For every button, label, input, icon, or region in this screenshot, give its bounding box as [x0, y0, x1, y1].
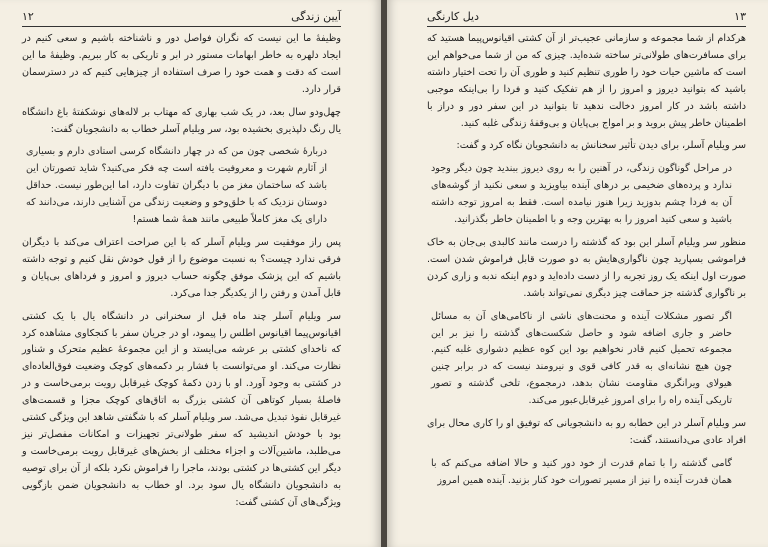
left-paragraph-3: پس راز موفقیت سر ویلیام آسلر که با این صراحت اعتراف می‌کند با دیگران فرقی ندارد چیست؟ به نسبت موضوع را از قول خودش نقل کنیم و توجه داشته باشیم که این پزشک موفق چگونه حساب دیروز و امروز و فرداهای بی‌پایان و قابل آمدن و رفتن را از یکدیگر جدا می‌کرد.	[22, 236, 341, 299]
right-quote-3: گامی گذشته را با تمام قدرت از خود دور کنید و حالا اضافه می‌کنم که با همان قدرت آینده را نیز از مسیر تصورات خود کنار بزنید. آینده همین امروز	[431, 457, 732, 486]
right-quote-1: در مراحل گوناگون زندگی، در آهنین را به روی دیروز ببندید چون دیگر وجود ندارد و پرده‌های ضخیمی بر درهای آینده بیاویزید و سعی نکنید از گوشه‌های آن به فردا چشم بدوزید زیرا هنوز نیامده است. فقط به امروز توجه داشته باشید و سعی کنید امروز را به بهترین وجه و با اطمینان خاطر بگذرانید.	[431, 163, 732, 226]
left-page-number: ۱۲	[22, 9, 34, 23]
left-quote-1: دربارهٔ شخصی چون من که در چهار دانشگاه کرسی استادی دارم و بسیاری از آثارم شهرت و معروفیت یافته است چه فکر می‌کنید؟ شاید تصورتان این باشد که ساختمان مغز من با دیگران تفاوت دارد، اما این‌طور نیست. حداقل دوستان نزدیک که با خلق‌وخو و وضعیت زندگی من آشنایی دارند، می‌دانند که دارای یک مغز کاملاً طبیعی مانند همهٔ شما هستم!	[26, 146, 327, 226]
right-page-header	[427, 6, 746, 27]
right-running-title: دیل کارنگی	[427, 9, 479, 23]
right-page	[387, 0, 768, 547]
left-page-body	[22, 31, 341, 511]
left-paragraph-2: چهل‌ودو سال بعد، در یک شب بهاری که مهتاب بر لاله‌های نوشکفتهٔ باغ دانشگاه یال رنگ دلپذیری بخشیده بود، سر ویلیام آسلر خطاب به دانشجویان گفت:	[22, 106, 341, 135]
right-quote-2: اگر تصور مشکلات آینده و محنت‌های ناشی از ناکامی‌های آن به مسائل حاضر و جاری اضافه شود و حاصل شکست‌های گذشته را نیز بر این مجموعه تحمیل کنیم قادر نخواهیم بود این کوه عظیم دشواری غلبه کنیم. چون هیچ نشانه‌ای به قدر کافی قوی و نیرومند نیست که در برابر چنین هیولای ویرانگری مقاومت نشان بدهد، درمجموع، تلخی گذشته و تصور تاریکی آینده راه را برای امروز غیرقابل‌عبور می‌کند.	[431, 310, 732, 407]
right-paragraph-3: منظور سر ویلیام آسلر این بود که گذشته را درست مانند کالبدی بی‌جان به خاک فراموشی بسپارید چون ناگواری‌هایش به دو صورت قابل فراموش شدن است. صورت اول اینکه یک روز تجربه را از دست داده‌اید و دوم اینکه ندبه و زاری کردن بر ناگواری گذشته جز حماقت چیز دیگری نمی‌تواند باشد.	[427, 236, 746, 299]
left-page	[0, 0, 381, 547]
left-paragraph-4: سر ویلیام آسلر چند ماه قبل از سخنرانی در دانشگاه یال با یک کشتی اقیانوس‌پیما اقیانوس اطلس را پیمود، او در جریان سفر با کنجکاوی مشاهده کرد که ناخدای کشتی بر عرشه می‌ایستد و از این مجموعهٔ عظیم متحرک و شناور نظارت می‌کند. او می‌توانست با فشار بر دکمه‌های کوچک وضعیت فوق‌العاده‌ای در کشتی به وجود آورد. او با زدن دکمهٔ کوچک غیرقابل رویت برمی‌خاست و در فاصلهٔ بسیار کوتاهی آن کشتی بزرگ به اتاق‌های کوچک مجزا و قسمت‌های غیرقابل نفوذ تبدیل می‌شد. سر ویلیام آسلر که با شگفتی شاهد این ویژگی کشتی بود با خودش اندیشید که سفر طولانی‌تر تجهیزات و امکانات مفصل‌تر نیز می‌طلبد، ماشین‌آلات و اجزاء مختلف از بخش‌های غیرقابل رویت برمی‌خاست و دیگر این کشتی‌ها در کشتی بودند، ماجرا را فراموش نکرد بلکه از آن برای توصیه به دانشجویان دانشگاه یال سود برد. او خطاب به دانشجویان ضمن بازگویی ویژگی‌های آن کشتی گفت:	[22, 310, 341, 508]
right-page-number: ۱۳	[734, 9, 746, 23]
left-running-title: آیین زندگی	[291, 9, 341, 23]
right-paragraph-1: هرکدام از شما مجموعه و سازمانی عجیب‌تر از آن کشتی اقیانوس‌پیما هستید که برای مسافرت‌های طولانی‌تر ساخته شده‌اید. چیزی که من از شما می‌خواهم این است که ماشین حیات خود را طوری تنظیم کنید و طوری آن را تحت اختیار داشته باشید که بتوانید دیروز و امروز را از هم تفکیک کنید و فردا را بی‌اینکه موجبی داشته باشد در کار امروز دخالت ندهید تا بتوانید در این سفر دور و دراز با اطمینان خاطر پیش بروید و بر امواج بی‌پایان و بی‌وقفهٔ زندگی غلبه کنید.	[427, 33, 746, 129]
right-paragraph-4: سر ویلیام آسلر در این خطابه رو به دانشجویانی که توفیق او را کاری محال برای افراد عادی می‌دانستند، گفت:	[427, 418, 746, 446]
right-paragraph-2: سر ویلیام آسلر، برای دیدن تأثیر سخنانش به دانشجویان نگاه کرد و گفت:	[456, 140, 746, 152]
left-paragraph-1: وظیفهٔ ما این نیست که نگران فواصل دور و ناشناخته باشیم و سعی کنیم در ایجاد دلهره به خاطر ابهامات مستور در ابر و تاریکی به کار ببریم. وظیفهٔ ما این است که دقت و همت خود را صرف استفاده از چیزهایی کنیم که در دسترسمان قرار دارد.	[22, 33, 341, 95]
left-page-header	[22, 6, 341, 27]
right-page-body	[427, 31, 746, 490]
